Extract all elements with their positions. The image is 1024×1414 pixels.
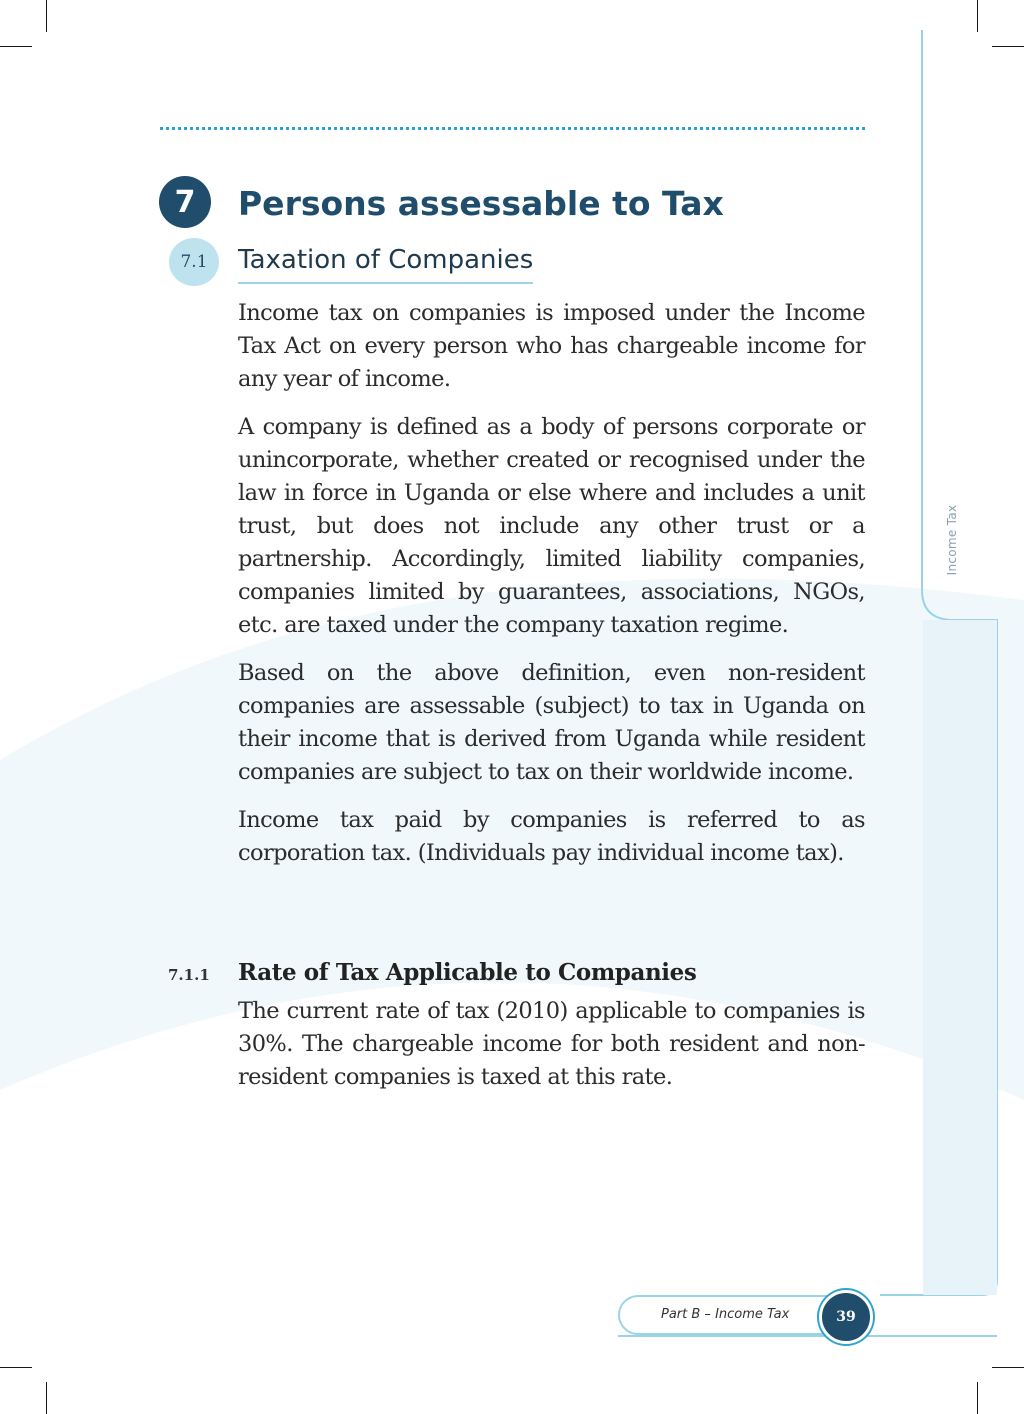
- side-tab-label: Income Tax: [945, 504, 959, 576]
- crop-mark: [0, 1367, 32, 1368]
- crop-mark: [977, 0, 978, 32]
- body-paragraph: Income tax paid by companies is referred to as corporation tax. (Individuals pay individual income tax).: [238, 807, 865, 866]
- section-number-badge: 7.1: [169, 238, 219, 286]
- body-paragraph: A company is defined as a body of persons corporate or unincorporate, whether created or recognised under the law in force in Uganda or else where and includes a unit trust, but does not include any other trust or a partnership. Accordingly, limited liability companies, companies limited by guarantees, associations, NGOs, etc. are taxed under the company taxation regime.: [238, 414, 865, 638]
- section-body: [238, 297, 865, 885]
- subsection-number: 7.1.1: [168, 966, 210, 984]
- crop-mark: [992, 46, 1024, 47]
- crop-mark: [46, 0, 47, 32]
- body-paragraph: The current rate of tax (2010) applicable to companies is 30%. The chargeable income for both resident and non-resident companies is taxed at this rate.: [238, 998, 865, 1090]
- body-paragraph: Income tax on companies is imposed under the Income Tax Act on every person who has chargeable income for any year of income.: [238, 300, 865, 392]
- page-number-badge: 39: [819, 1290, 873, 1344]
- crop-mark: [977, 1382, 978, 1414]
- crop-mark: [0, 46, 32, 47]
- crop-mark: [46, 1382, 47, 1414]
- body-paragraph: Based on the above definition, even non-resident companies are assessable (subject) to tax in Uganda on their income that is derived from Uganda while resident companies are subject to tax on their worldwide income.: [238, 660, 865, 785]
- subsection-body: [238, 995, 865, 1109]
- chapter-number-badge: 7: [159, 176, 211, 228]
- crop-mark: [992, 1367, 1024, 1368]
- header-dotted-rule: [160, 127, 865, 130]
- chapter-title: Persons assessable to Tax: [238, 184, 724, 223]
- footer-part-label: Part B – Income Tax: [661, 1307, 790, 1322]
- subsection-title: Rate of Tax Applicable to Companies: [238, 959, 697, 986]
- section-title: Taxation of Companies: [238, 244, 533, 284]
